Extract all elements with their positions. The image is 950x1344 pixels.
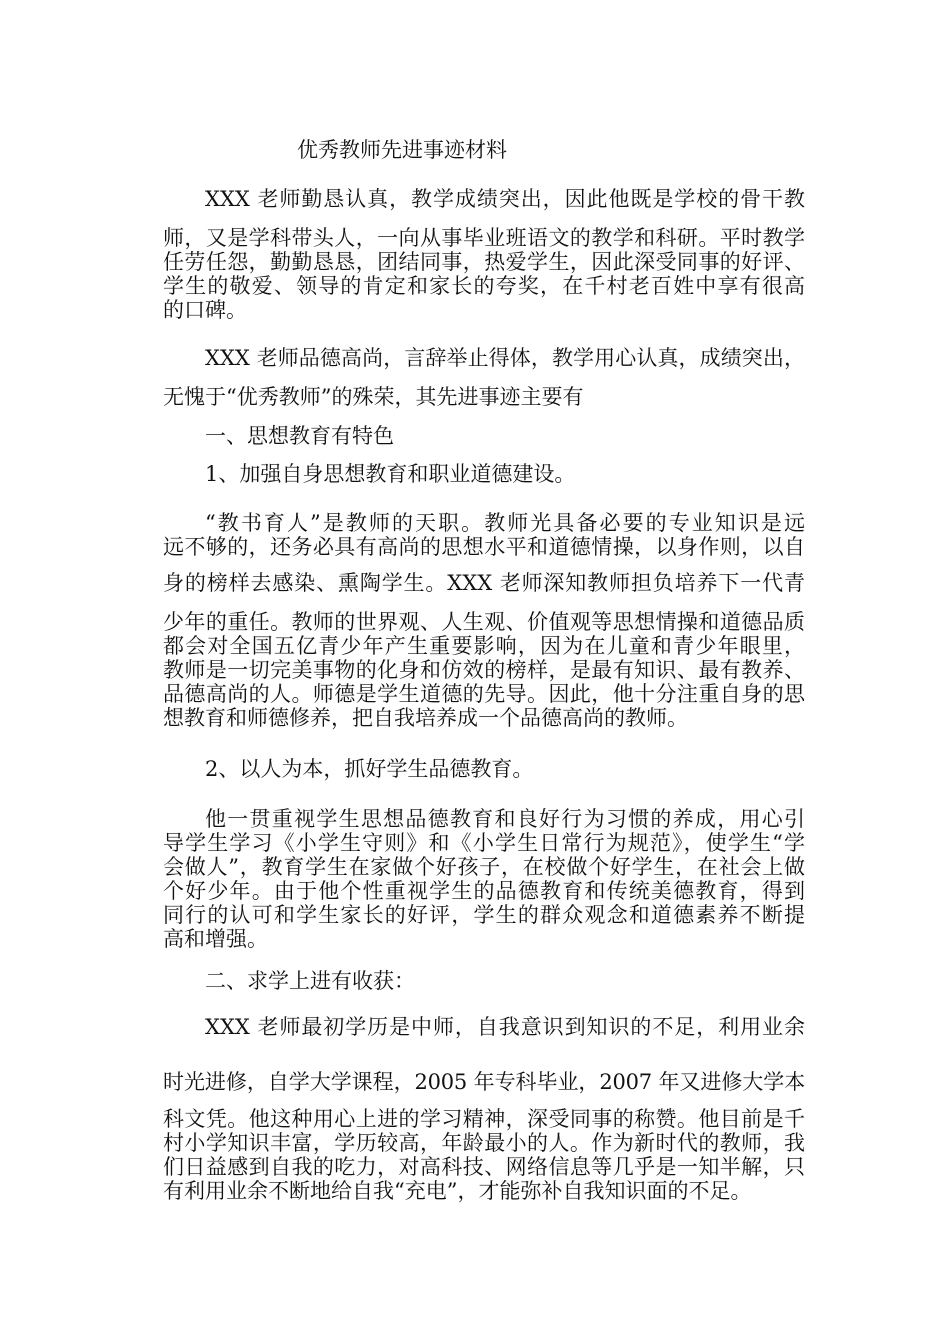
section-heading-2: 二、求学上进有收获： <box>205 969 415 993</box>
paragraph-2-line-1: XXX 老师品德高尚，言辞举止得体，教学用心认真，成绩突出， <box>205 346 805 370</box>
paragraph-4-line-3: 会做人”，教育学生在家做个好孩子，在校做个好学生，在社会上做 <box>163 855 805 879</box>
section-heading-1: 一、思想教育有特色 <box>205 424 394 448</box>
paragraph-1-line-1: XXX 老师勤恳认真，教学成绩突出，因此他既是学校的骨干教 <box>205 187 805 211</box>
paragraph-4-line-2: 导学生学习《小学生守则》和《小学生日常行为规范》，使学生“学 <box>163 831 805 855</box>
paragraph-2-line-2: 无愧于“优秀教师”的殊荣，其先进事迹主要有 <box>163 385 584 409</box>
paragraph-1-line-2: 师，又是学科带头人，一向从事毕业班语文的教学和科研。平时教学 <box>163 226 805 250</box>
paragraph-5-line-6: 有利用业余不断地给自我“充电”，才能弥补自我知识面的不足。 <box>163 1179 752 1203</box>
paragraph-5-line-1: XXX 老师最初学历是中师，自我意识到知识的不足，利用业余 <box>205 1015 805 1039</box>
paragraph-1-line-3: 任劳任怨，勤勤恳恳，团结同事，热爱学生，因此深受同事的好评、 <box>163 250 805 274</box>
paragraph-3-line-1: “教书育人”是教师的天职。教师光具备必要的专业知识是远 <box>205 511 805 535</box>
paragraph-3-line-8: 想教育和师德修养，把自我培养成一个品德高尚的教师。 <box>163 706 688 730</box>
paragraph-3-line-6: 教师是一切完美事物的化身和仿效的榜样，是最有知识、最有教养、 <box>163 658 805 682</box>
paragraph-4-line-4: 个好少年。由于他个性重视学生的品德教育和传统美德教育，得到 <box>163 879 805 903</box>
paragraph-4-line-6: 高和增强。 <box>163 927 268 951</box>
paragraph-5-line-3: 科文凭。他这种用心上进的学习精神，深受同事的称赞。他目前是千 <box>163 1107 805 1131</box>
paragraph-1-line-4: 学生的敬爱、领导的肯定和家长的夸奖，在千村老百姓中享有很高 <box>163 274 805 298</box>
paragraph-4-line-1: 他一贯重视学生思想品德教育和良好行为习惯的养成，用心引 <box>205 807 805 831</box>
paragraph-3-line-3: 身的榜样去感染、熏陶学生。XXX 老师深知教师担负培养下一代青 <box>163 571 805 595</box>
paragraph-3-line-7: 品德高尚的人。师德是学生道德的先导。因此，他十分注重自身的思 <box>163 682 805 706</box>
subsection-heading-1-1: 1、加强自身思想教育和职业道德建设。 <box>205 462 576 486</box>
paragraph-5-line-4: 村小学知识丰富，学历较高，年龄最小的人。作为新时代的教师，我 <box>163 1131 805 1155</box>
paragraph-4-line-5: 同行的认可和学生家长的好评，学生的群众观念和道德素养不断提 <box>163 903 805 927</box>
document-title: 优秀教师先进事迹材料 <box>297 138 507 162</box>
paragraph-1-line-5: 的口碑。 <box>163 298 247 322</box>
subsection-heading-1-2: 2、以人为本，抓好学生品德教育。 <box>205 757 534 781</box>
paragraph-3-line-2: 远不够的，还务必具有高尚的思想水平和道德情操，以身作则，以自 <box>163 535 805 559</box>
paragraph-3-line-4: 少年的重任。教师的世界观、人生观、价值观等思想情操和道德品质 <box>163 610 805 634</box>
paragraph-5-line-5: 们日益感到自我的吃力，对高科技、网络信息等几乎是一知半解，只 <box>163 1155 805 1179</box>
paragraph-3-line-5: 都会对全国五亿青少年产生重要影响，因为在儿童和青少年眼里， <box>163 634 805 658</box>
paragraph-5-line-2: 时光进修，自学大学课程，2005 年专科毕业，2007 年又进修大学本 <box>163 1070 805 1094</box>
